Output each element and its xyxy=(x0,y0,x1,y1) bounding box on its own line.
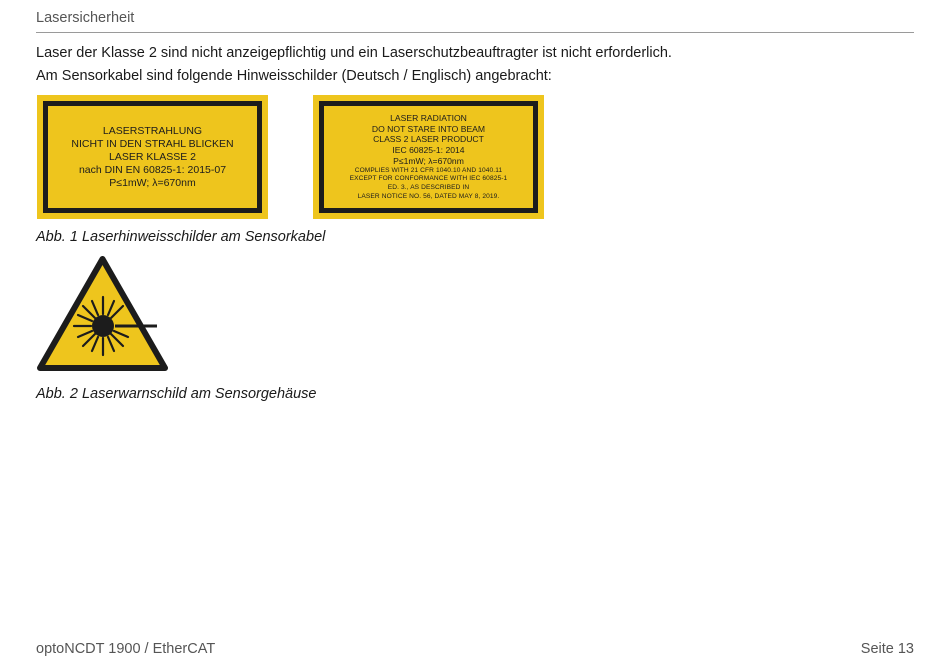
sign-line: P≤1mW; λ=670nm xyxy=(393,156,464,166)
sign-frame xyxy=(319,101,538,213)
sign-line: NICHT IN DEN STRAHL BLICKEN xyxy=(71,137,234,150)
sign-line: DO NOT STARE INTO BEAM xyxy=(371,123,486,134)
page-header xyxy=(36,8,914,33)
laser-sign-german xyxy=(37,95,268,219)
sign-line: IEC 60825-1: 2014 xyxy=(392,145,465,156)
sign-small-line: LASER NOTICE NO. 56, DATED MAY 8, 2019. xyxy=(357,192,500,200)
paragraph-laser-class: Laser der Klasse 2 sind nicht anzeigepflichtig und ein Laserschutzbeauftragter ist nicht erforderlich. xyxy=(36,45,672,61)
sign-small-line: ED. 3., AS DESCRIBED IN xyxy=(387,183,470,191)
paragraph-sign-intro: Am Sensorkabel sind folgende Hinweisschilder (Deutsch / Englisch) angebracht: xyxy=(36,68,552,84)
sign-line: LASER RADIATION xyxy=(390,112,467,123)
sign-line: LASER KLASSE 2 xyxy=(109,150,196,163)
sign-small-line: COMPLIES WITH 21 CFR 1040.10 AND 1040.11 xyxy=(354,166,503,174)
sign-frame xyxy=(43,101,262,213)
laser-sign-english xyxy=(313,95,544,219)
laser-warning-icon xyxy=(37,256,168,372)
sign-line: nach DIN EN 60825-1: 2015-07 xyxy=(78,163,227,176)
sign-line: P≤1mW; λ=670nm xyxy=(109,176,196,189)
figure-caption-1: Abb. 1 Laserhinweisschilder am Sensorkabel xyxy=(36,229,326,245)
header-title: Lasersicherheit xyxy=(36,10,135,26)
footer-product: optoNCDT 1900 / EtherCAT xyxy=(36,641,216,657)
sign-line: CLASS 2 LASER PRODUCT xyxy=(373,134,484,145)
footer-page-number: Seite 13 xyxy=(860,641,914,657)
figure-caption-2: Abb. 2 Laserwarnschild am Sensorgehäuse xyxy=(36,386,317,402)
sign-line: LASERSTRAHLUNG xyxy=(102,124,203,137)
sign-small-line: EXCEPT FOR CONFORMANCE WITH IEC 60825-1 xyxy=(349,175,508,183)
